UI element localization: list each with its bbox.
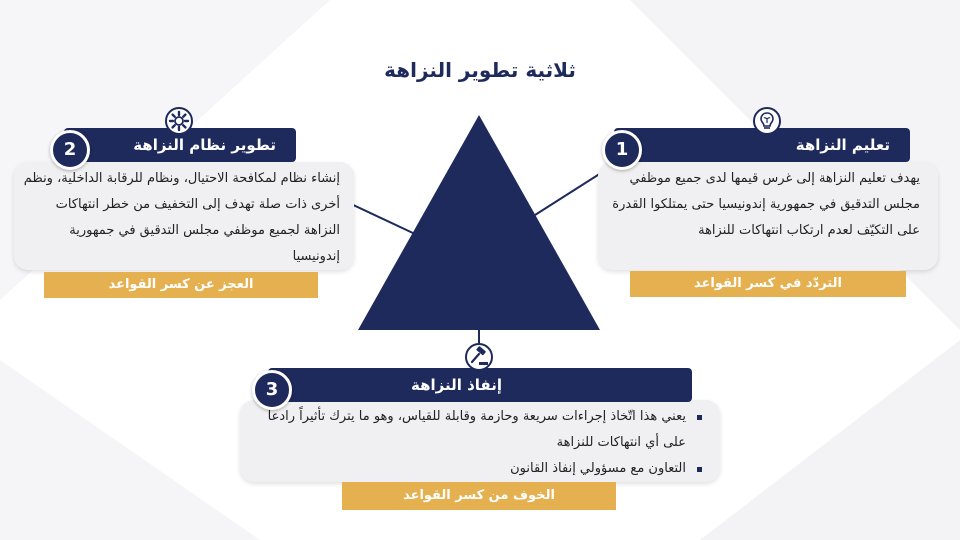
section-2-number: 2: [50, 130, 90, 170]
section-3-bullet-1: يعني هذا اتّخاذ إجراءات سريعة وحازمة وقابلة للقياس، وهو ما يترك تأثيراً رادعاً على أي انتهاكات للنزاهة: [256, 404, 704, 456]
section-1-body: يهدف تعليم النزاهة إلى غرس قيمها لدى جميع موظفي مجلس التدقيق في جمهورية إندونيسيا حتى يمتلكوا القدرة على التكيّف لعدم ارتكاب انتهاكات للنزاهة: [612, 171, 920, 238]
section-1-footer: التردّد في كسر القواعد: [630, 271, 906, 297]
gavel-icon: [464, 342, 494, 372]
section-1-number: 1: [602, 130, 642, 170]
section-1-header: تعليم النزاهة: [614, 128, 910, 162]
section-3-number: 3: [252, 370, 292, 410]
section-3-body: [256, 404, 704, 482]
section-3-bullet-2: التعاون مع مسؤولي إنفاذ القانون: [256, 456, 704, 482]
section-3-header: إنفاذ النزاهة: [268, 368, 692, 402]
pyramid-triangle: [358, 115, 600, 330]
section-2-header: تطوير نظام النزاهة: [64, 128, 296, 162]
section-2-body: إنشاء نظام لمكافحة الاحتيال، ونظام للرقابة الداخلية، ونظم أخرى ذات صلة تهدف إلى التخفيف من خطر انتهاكات النزاهة لجميع موظفي مجلس التدقيق في جمهورية إندونيسيا: [23, 171, 340, 264]
gear-icon: [164, 106, 194, 136]
section-3-footer: الخوف من كسر القواعد: [342, 482, 616, 510]
section-2-footer: العجز عن كسر القواعد: [44, 272, 318, 298]
page-title: ثلاثية تطوير النزاهة: [384, 58, 576, 82]
lightbulb-leaf-icon: [752, 106, 782, 136]
